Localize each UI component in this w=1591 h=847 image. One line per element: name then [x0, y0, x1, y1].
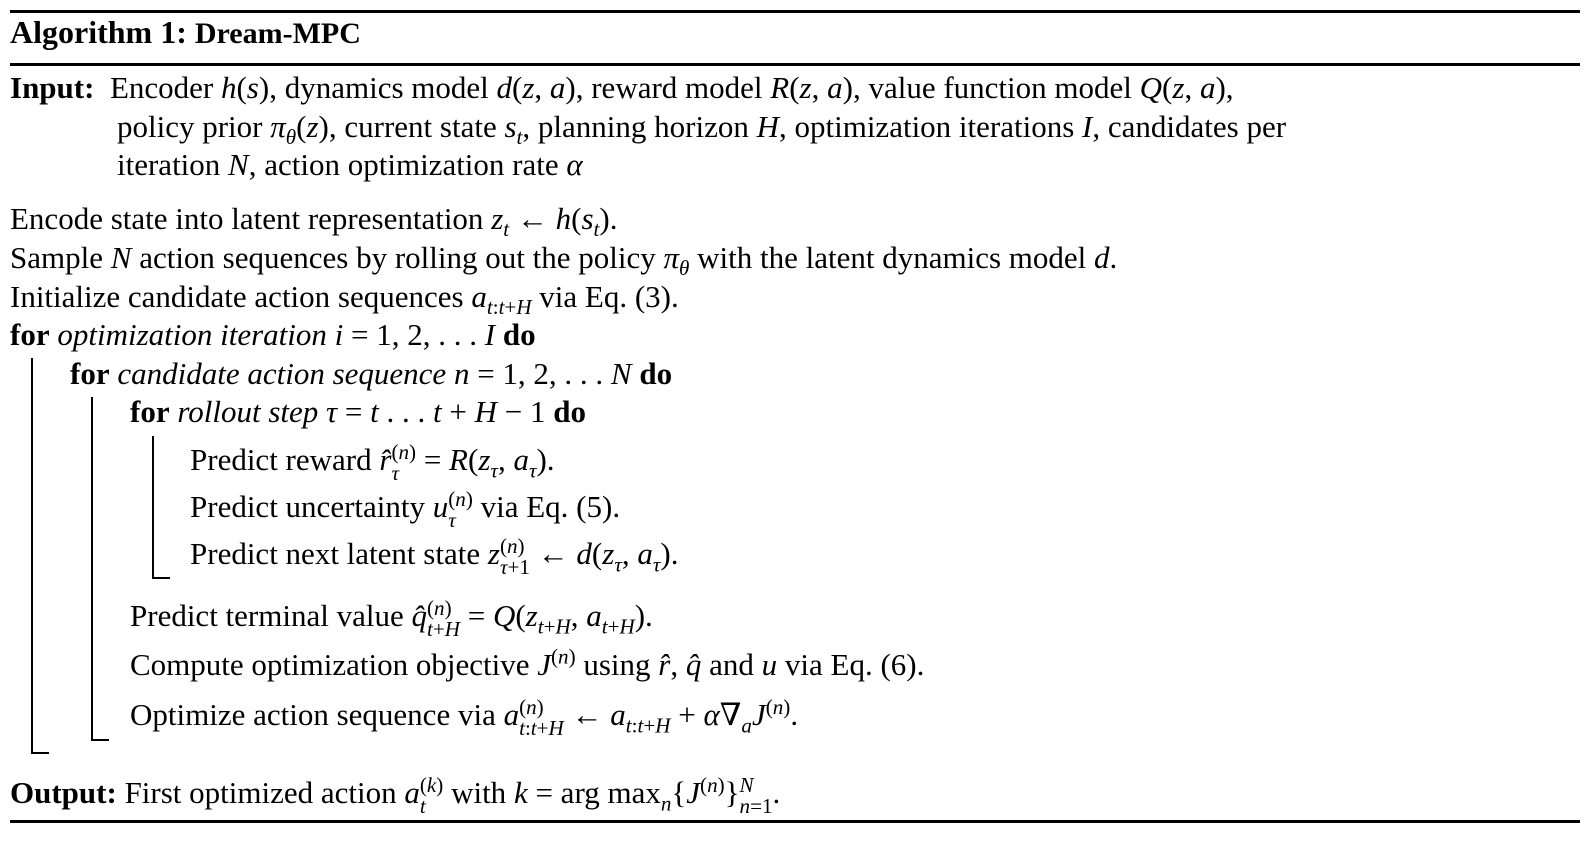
- step-predict-next-state: Predict next latent state z (n) τ+1 ← $d(z_\tau$, $a_\tau$).: [190, 534, 679, 580]
- step-predict-uncertainty: Predict uncertainty u (n) τ via Eq. (5).: [190, 487, 621, 533]
- step-sample: Sample N action sequences by rolling out the policy $\pi_\theta$ with the latent dynamics model d.: [10, 240, 1118, 281]
- bottom-rule: [10, 820, 1580, 823]
- loop-rollout-step: for rollout step τ = t . . . t + H − 1 do: [130, 394, 586, 429]
- step-init: Initialize candidate action sequences $a_{t:t+H}$ via Eq. (3).: [10, 279, 679, 320]
- top-rule: [10, 10, 1580, 13]
- loop2-block-bar: [91, 397, 93, 740]
- loop1-block-foot: [31, 752, 49, 754]
- loop1-block-bar: [31, 358, 33, 753]
- algorithm-name: Dream-MPC: [194, 17, 361, 50]
- step-predict-terminal-value: Predict terminal value q̂ (n) t+H = $Q(z_{t+H}$, $a_{t+H}$).: [130, 596, 653, 642]
- loop2-block-foot: [91, 739, 109, 741]
- loop3-block-foot: [152, 577, 170, 579]
- step-optimize-action: Optimize action sequence via a (n) t:t+H ← $a_{t:t+H} + \alpha\nabla_aJ^{(n)}$.: [130, 694, 799, 741]
- output-line: Output: First optimized action a (k) t with k = arg $\max_n\{J^{(n)}\}$ N n=1 .: [10, 772, 781, 819]
- algorithm-title: [10, 14, 361, 51]
- loop-candidate-sequence: for candidate action sequence n = 1, 2, . . . N do: [70, 356, 673, 391]
- loop-optimization-iteration: for optimization iteration i = 1, 2, . . . I do: [10, 317, 536, 352]
- algorithm-label: Algorithm 1:: [10, 14, 187, 50]
- step-compute-objective: Compute optimization objective $J^{(n)}$ using r̂, q̂ and u via Eq. (6).: [130, 644, 925, 682]
- input-line-1: Input: Encoder h(s), dynamics model d(z, a), reward model R(z, a), value function model Q(z, a),: [10, 70, 1234, 105]
- input-line-2: policy prior $\pi_\theta(z)$, current state $s_t$, planning horizon H, optimization iterations I, candidates per: [117, 109, 1287, 150]
- output-label: Output:: [10, 775, 117, 811]
- input-line-3: iteration N, action optimization rate α: [117, 147, 583, 182]
- loop3-block-bar: [152, 436, 154, 578]
- step-predict-reward: Predict reward r̂ (n) τ = $R(z_\tau$, $a_\tau$).: [190, 440, 555, 486]
- header-rule: [10, 63, 1580, 66]
- input-label: Input:: [10, 70, 95, 105]
- step-encode: Encode state into latent representation $z_t$ ← $h(s_t)$.: [10, 201, 618, 242]
